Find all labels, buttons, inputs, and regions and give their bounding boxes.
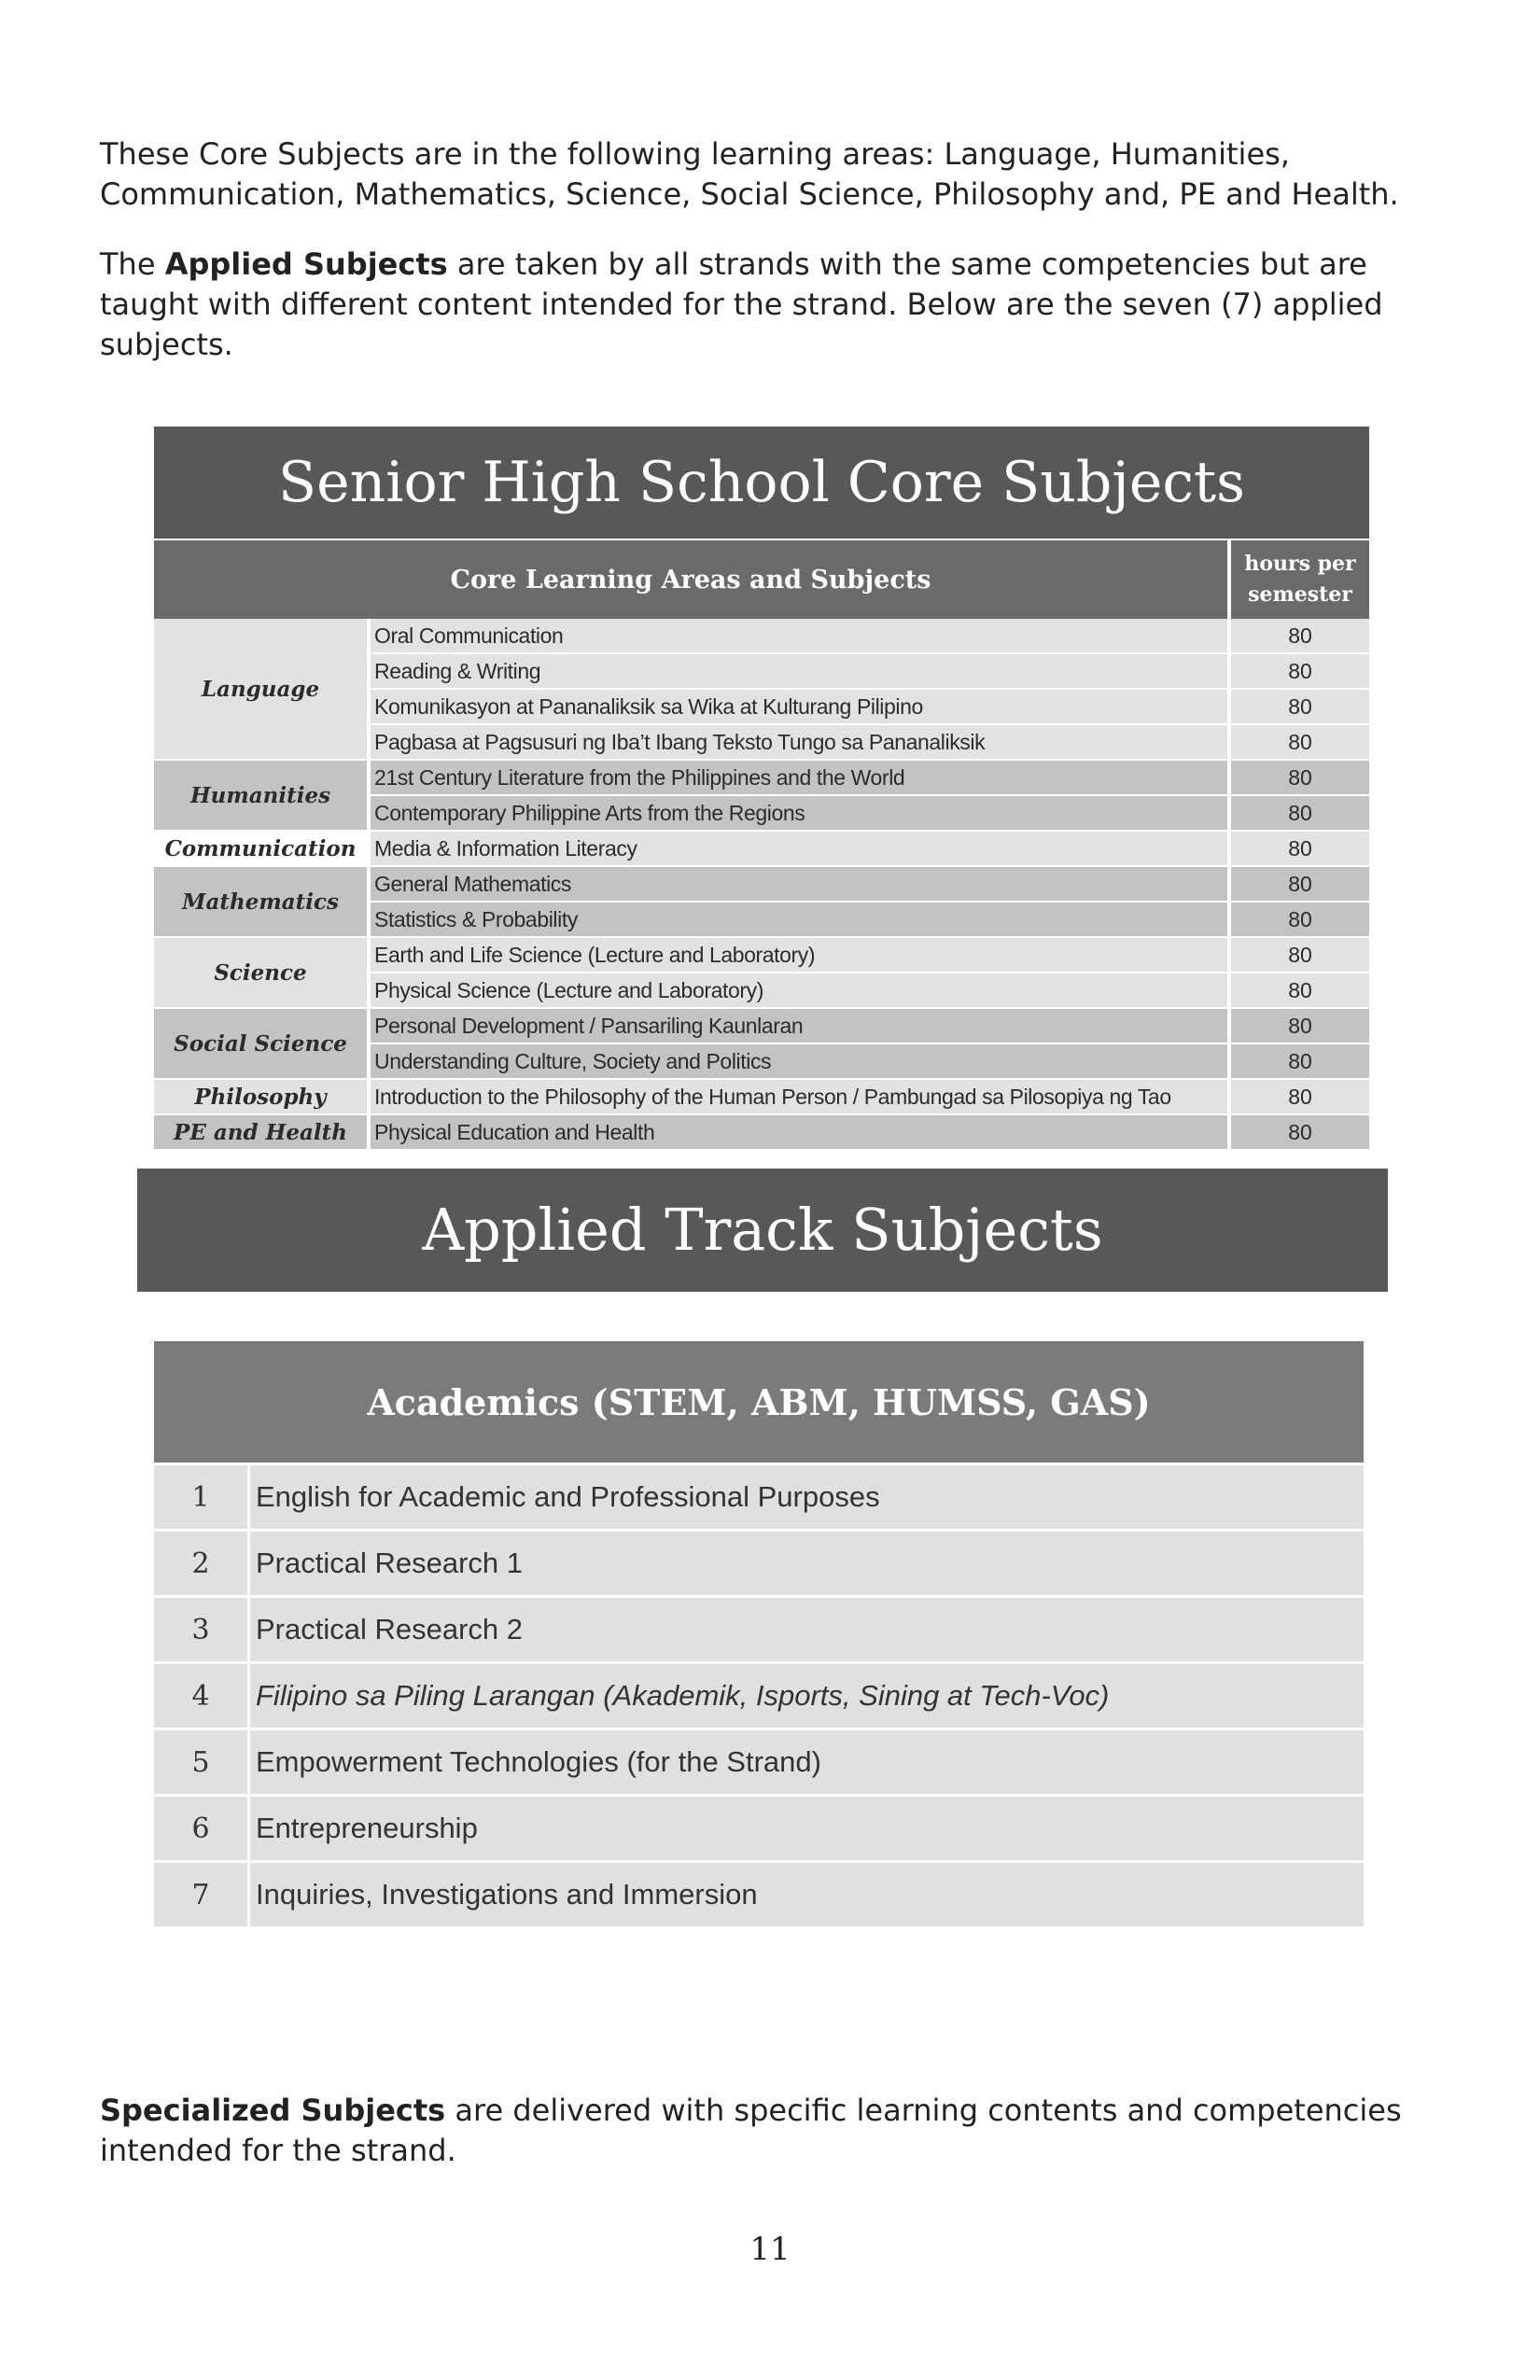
item-number: 6: [154, 1797, 247, 1860]
table-row: [371, 619, 1369, 652]
subject-name: Physical Science (Lecture and Laboratory): [371, 973, 1227, 1007]
subject-hours: 80: [1231, 1009, 1369, 1043]
intro-paragraph-2: [100, 245, 1444, 365]
core-title: Senior High School Core Subjects: [154, 427, 1369, 539]
subject-name: Understanding Culture, Society and Politics: [371, 1044, 1227, 1078]
subject-name: Oral Communication: [371, 619, 1227, 652]
subject-hours: 80: [1231, 1044, 1369, 1078]
core-group: [154, 1080, 1369, 1115]
subject-name: Pagbasa at Pagsusuri ng Iba’t Ibang Teksto Tungo sa Pananaliksik: [371, 725, 1227, 759]
table-row: [371, 832, 1369, 865]
list-item: [154, 1532, 1364, 1595]
applied-subject-name: English for Academic and Professional Purposes: [250, 1465, 1364, 1529]
learning-area-label: Communication: [154, 832, 367, 865]
learning-area-label: Science: [154, 938, 367, 1007]
closing-rest: are delivered with specific learning contents and competencies intended for the strand.: [100, 2093, 1402, 2168]
subject-hours: 80: [1231, 832, 1369, 865]
subject-hours: 80: [1231, 761, 1369, 794]
intro-paragraph-1: These Core Subjects are in the following learning areas: Language, Humanities, Communication, Mathematics, Science, Social Science, Philosophy and, PE and Health.: [100, 136, 1399, 212]
subject-name: Earth and Life Science (Lecture and Laboratory): [371, 938, 1227, 972]
subject-hours: 80: [1231, 903, 1369, 936]
core-header-row: [154, 540, 1369, 619]
table-row: [371, 1115, 1369, 1149]
core-group: [154, 1115, 1369, 1151]
subject-name: Media & Information Literacy: [371, 832, 1227, 865]
subject-hours: 80: [1231, 867, 1369, 901]
item-number: 3: [154, 1598, 247, 1661]
table-row: [371, 796, 1369, 830]
subject-name: Reading & Writing: [371, 654, 1227, 688]
core-group: [154, 867, 1369, 938]
table-row: [371, 1080, 1369, 1113]
learning-area-label: Humanities: [154, 761, 367, 830]
table-row: [371, 903, 1369, 936]
applied-banner: Applied Track Subjects: [137, 1169, 1388, 1292]
subject-hours: 80: [1231, 690, 1369, 723]
core-group: [154, 1009, 1369, 1080]
table-row: [371, 867, 1369, 901]
learning-area-label: Philosophy: [154, 1080, 367, 1113]
core-subjects-table: [154, 427, 1369, 1151]
learning-area-label: Mathematics: [154, 867, 367, 936]
closing-paragraph: [100, 2091, 1444, 2171]
applied-subjects-term: Applied Subjects: [164, 246, 448, 282]
list-item: [154, 1863, 1364, 1926]
subject-hours: 80: [1231, 938, 1369, 972]
subject-rows: [371, 619, 1369, 761]
table-row: [371, 1044, 1369, 1078]
subject-rows: [371, 1115, 1369, 1151]
applied-subject-name: Inquiries, Investigations and Immersion: [250, 1863, 1364, 1926]
learning-area-label: Social Science: [154, 1009, 367, 1078]
applied-rows: [154, 1465, 1364, 1926]
subject-rows: [371, 938, 1369, 1009]
specialized-subjects-term: Specialized Subjects: [100, 2093, 446, 2128]
core-groups: [154, 619, 1369, 1151]
table-row: [371, 761, 1369, 794]
list-item: [154, 1465, 1364, 1529]
list-item: [154, 1664, 1364, 1728]
subject-rows: [371, 1009, 1369, 1080]
subject-name: Komunikasyon at Pananaliksik sa Wika at Kulturang Pilipino: [371, 690, 1227, 723]
item-number: 1: [154, 1465, 247, 1529]
core-group: [154, 832, 1369, 867]
subject-name: Introduction to the Philosophy of the Human Person / Pambungad sa Pilosopiya ng Tao: [371, 1080, 1227, 1113]
subject-hours: 80: [1231, 796, 1369, 830]
subject-hours: 80: [1231, 1115, 1369, 1149]
subject-name: Personal Development / Pansariling Kaunlaran: [371, 1009, 1227, 1043]
core-group: [154, 619, 1369, 761]
page-number: 11: [749, 2231, 791, 2268]
subject-hours: 80: [1231, 725, 1369, 759]
table-row: [371, 725, 1369, 759]
item-number: 4: [154, 1664, 247, 1728]
core-col-hours: hours per semester: [1231, 540, 1369, 619]
table-row: [371, 654, 1369, 688]
applied-subject-name: Practical Research 2: [250, 1598, 1364, 1661]
subject-hours: 80: [1231, 973, 1369, 1007]
list-item: [154, 1797, 1364, 1860]
subject-name: Contemporary Philippine Arts from the Regions: [371, 796, 1227, 830]
list-item: [154, 1730, 1364, 1794]
list-item: [154, 1598, 1364, 1661]
subject-hours: 80: [1231, 619, 1369, 652]
subject-rows: [371, 761, 1369, 832]
applied-subject-name: Practical Research 1: [250, 1532, 1364, 1595]
subject-rows: [371, 1080, 1369, 1115]
learning-area-label: Language: [154, 619, 367, 759]
table-row: [371, 938, 1369, 972]
subject-name: General Mathematics: [371, 867, 1227, 901]
table-row: [371, 690, 1369, 723]
subject-name: Physical Education and Health: [371, 1115, 1227, 1149]
applied-header: Academics (STEM, ABM, HUMSS, GAS): [154, 1341, 1364, 1463]
intro-p2-pre: The: [100, 246, 165, 282]
applied-subjects-table: [154, 1341, 1364, 1926]
table-row: [371, 1009, 1369, 1043]
intro-p2-post: are taken by all strands with the same competencies but are taught with different content intended for the strand. Below are the seven (7) applied subjects.: [100, 246, 1383, 362]
subject-hours: 80: [1231, 1080, 1369, 1113]
subject-hours: 80: [1231, 654, 1369, 688]
item-number: 2: [154, 1532, 247, 1595]
applied-subject-name: Entrepreneurship: [250, 1797, 1364, 1860]
item-number: 5: [154, 1730, 247, 1794]
applied-subject-name: Empowerment Technologies (for the Strand): [250, 1730, 1364, 1794]
table-row: [371, 973, 1369, 1007]
subject-name: 21st Century Literature from the Philippines and the World: [371, 761, 1227, 794]
applied-subject-name: Filipino sa Piling Larangan (Akademik, Isports, Sining at Tech-Voc): [250, 1664, 1364, 1728]
core-group: [154, 761, 1369, 832]
learning-area-label: PE and Health: [154, 1115, 367, 1149]
core-col-subjects: Core Learning Areas and Subjects: [154, 540, 1227, 619]
core-group: [154, 938, 1369, 1009]
subject-rows: [371, 867, 1369, 938]
item-number: 7: [154, 1863, 247, 1926]
subject-rows: [371, 832, 1369, 867]
subject-name: Statistics & Probability: [371, 903, 1227, 936]
